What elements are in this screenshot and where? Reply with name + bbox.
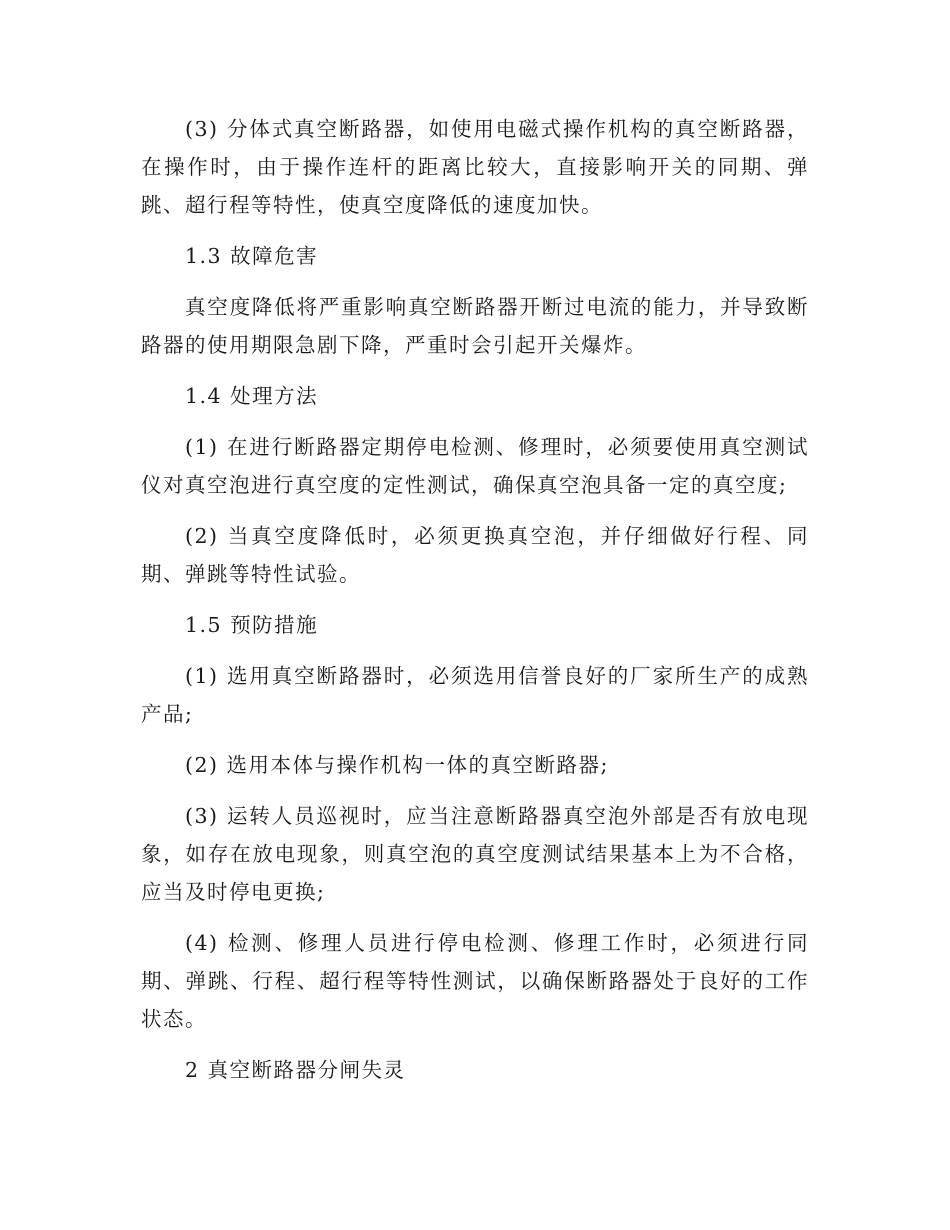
heading-1-5-prevention: 1.5 预防措施 <box>185 613 319 637</box>
paragraph-treatment-2: (2) 当真空度降低时，必须更换真空泡，并仔细做好行程、同期、弹跳等特性试验。 <box>141 524 809 586</box>
paragraph-prevention-2: (2) 选用本体与操作机构一体的真空断路器; <box>185 753 609 777</box>
paragraph-prevention-4: (4) 检测、修理人员进行停电检测、修理工作时，必须进行同期、弹跳、行程、超行程等特性测试，以确保断路器处于良好的工作状态。 <box>141 931 809 1031</box>
paragraph-prevention-1: (1) 选用真空断路器时，必须选用信誉良好的厂家所生产的成熟产品; <box>141 664 809 726</box>
heading-1-4-treatment: 1.4 处理方法 <box>185 384 319 408</box>
paragraph-split-type-breaker: (3) 分体式真空断路器，如使用电磁式操作机构的真空断路器，在操作时，由于操作连杆的距离比较大，直接影响开关的同期、弹跳、超行程等特性，使真空度降低的速度加快。 <box>141 117 809 217</box>
document-page <box>141 110 809 1089</box>
heading-2-opening-failure: 2 真空断路器分闸失灵 <box>185 1058 406 1082</box>
paragraph-hazard-description: 真空度降低将严重影响真空断路器开断过电流的能力，并导致断路器的使用期限急剧下降，严重时会引起开关爆炸。 <box>141 295 809 357</box>
paragraph-treatment-1: (1) 在进行断路器定期停电检测、修理时，必须要使用真空测试仪对真空泡进行真空度的定性测试，确保真空泡具备一定的真空度; <box>141 435 809 497</box>
paragraph-prevention-3: (3) 运转人员巡视时，应当注意断路器真空泡外部是否有放电现象，如存在放电现象，则真空泡的真空度测试结果基本上为不合格，应当及时停电更换; <box>141 804 809 904</box>
heading-1-3-fault-hazard: 1.3 故障危害 <box>185 244 319 268</box>
